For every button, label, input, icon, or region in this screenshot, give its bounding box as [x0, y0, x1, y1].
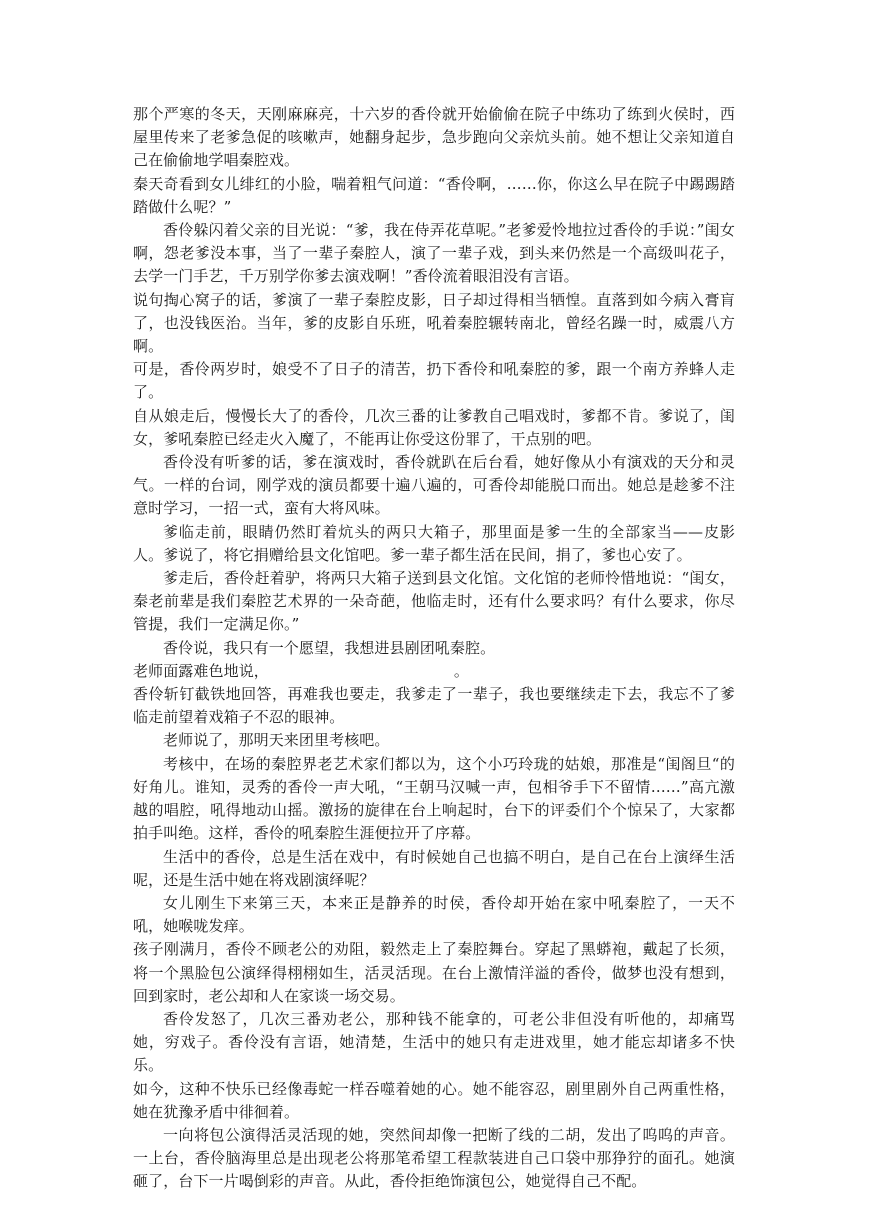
paragraph-17: 孩子刚满月，香伶不顾老公的劝阻，毅然走上了秦腔舞台。穿起了黑蟒袍，戴起了长须，将一个黑脸包公演绎得栩栩如生，活灵活现。在台上激情洋溢的香伶，做梦也没有想到，回到家时，老公却和人在家谈一场交易。	[133, 940, 735, 1005]
paragraph-11-text: 老师面露难色地说，	[133, 661, 269, 680]
paragraph-1: 那个严寒的冬天，天刚麻麻亮，十六岁的香伶就开始偷偷在院子中练功了练到火侯时，西屋里传来了老爹急促的咳嗽声，她翻身起步，急步跑向父亲炕头前。她不想让父亲知道自己在偷偷地学唱秦腔戏。	[133, 105, 735, 170]
paragraph-11-tail: 。	[453, 661, 470, 680]
paragraph-18: 香伶发怒了，几次三番劝老公，那种钱不能拿的，可老公非但没有听他的，却痛骂她，穷戏子。香伶没有言语，她清楚，生活中的她只有走进戏里，她才能忘却诸多不快乐。	[133, 1009, 735, 1075]
paragraph-5: 可是，香伶两岁时，娘受不了日子的清苦，扔下香伶和吼秦腔的爹，跟一个南方养蜂人走了。	[133, 360, 735, 402]
paragraph-19: 如今，这种不快乐已经像毒蛇一样吞噬着她的心。她不能容忍，剧里剧外自己两重性格，她在犹豫矛盾中徘徊着。	[133, 1079, 735, 1121]
paragraph-11	[133, 660, 735, 683]
paragraph-14: 考核中，在场的秦腔界老艺术家们都以为，这个小巧玲珑的姑娘，那准是“闺阁旦“的好角儿。谁知，灵秀的香伶一声大吼，“王朝马汉喊一声，包相爷手下不留情……”高亢激越的唱腔，吼得地动山摇。激扬的旋律在台上响起时，台下的评委们个个惊呆了，大家都拍手叫绝。这样，香伶的吼秦腔生涯便拉开了序幕。	[133, 754, 735, 843]
paragraph-4: 说句掏心窝子的话，爹演了一辈子秦腔皮影，日子却过得相当牺惶。直落到如今病入膏肓了，也没钱医治。当年，爹的皮影自乐班，吼着秦腔辗转南北，曾经名躁一时，威震八方啊。	[133, 290, 735, 356]
paragraph-3: 香伶躲闪着父亲的目光说：“爹，我在侍弄花草呢。”老爹爱怜地拉过香伶的手说：”闺女啊，怨老爹没本事，当了一辈子秦腔人，演了一辈子戏，到头来仍然是一个高级叫花子，去学一门手艺，千万别学你爹去演戏啊！”香伶流着眼泪没有言语。	[133, 221, 735, 286]
paragraph-7: 香伶没有听爹的话，爹在演戏时，香伶就趴在后台看，她好像从小有演戏的天分和灵气。一样的台词，刚学戏的演员都要十遍八遍的，可香伶却能脱口而出。她总是趁爹不注意时学习，一招一式，蛮有大将风味。	[133, 453, 735, 518]
paragraph-12: 香伶斩钉截铁地回答，再难我也要走，我爹走了一辈子，我也要继续走下去，我忘不了爹临走前望着戏箱子不忍的眼神。	[133, 685, 735, 727]
story-text	[133, 103, 735, 1194]
paragraph-20: 一向将包公演得活灵活现的她，突然间却像一把断了线的二胡，发出了呜呜的声音。一上台，香伶脑海里总是出现老公将那笔希望工程款装进自己口袋中那狰狞的面孔。她演砸了，台下一片喝倒彩的声音。从此，香伶拒绝饰演包公，她觉得自己不配。	[133, 1125, 735, 1191]
paragraph-2: 秦天奇看到女儿绯红的小脸，喘着粗气问道：“香伶啊，……你，你这么早在院子中踢踢踏踏做什么呢？”	[133, 174, 735, 216]
paragraph-16: 女儿刚生下来第三天，本来正是静养的时侯，香伶却开始在家中吼秦腔了，一天不吼，她喉咙发痒。	[133, 893, 735, 936]
paragraph-9: 爹走后，香伶赶着驴，将两只大箱子送到县文化馆。文化馆的老师怜惜地说：“闺女，秦老前辈是我们秦腔艺术界的一朵奇葩，他临走时，还有什么要求吗？有什么要求，你尽管提，我们一定满足你。”	[133, 569, 735, 634]
paragraph-6: 自从娘走后，慢慢长大了的香伶，几次三番的让爹教自己唱戏时，爹都不肯。爹说了，闺女，爹吼秦腔已经走火入魔了，不能再让你受这份罪了，干点别的吧。	[133, 406, 735, 448]
paragraph-8: 爹临走前，眼睛仍然盯着炕头的两只大箱子，那里面是爹一生的全部家当——皮影人。爹说了，将它捐赠给县文化馆吧。爹一辈子都生活在民间，捐了，爹也心安了。	[133, 522, 735, 564]
paragraph-15: 生活中的香伶，总是生活在戏中，有时候她自己也搞不明白，是自己在台上演绎生活呢，还是生活中她在将戏剧演绎呢？	[133, 847, 735, 889]
paragraph-13: 老师说了，那明天来团里考核吧。	[163, 731, 390, 750]
paragraph-10: 香伶说，我只有一个愿望，我想进县剧团吼秦腔。	[163, 638, 496, 657]
